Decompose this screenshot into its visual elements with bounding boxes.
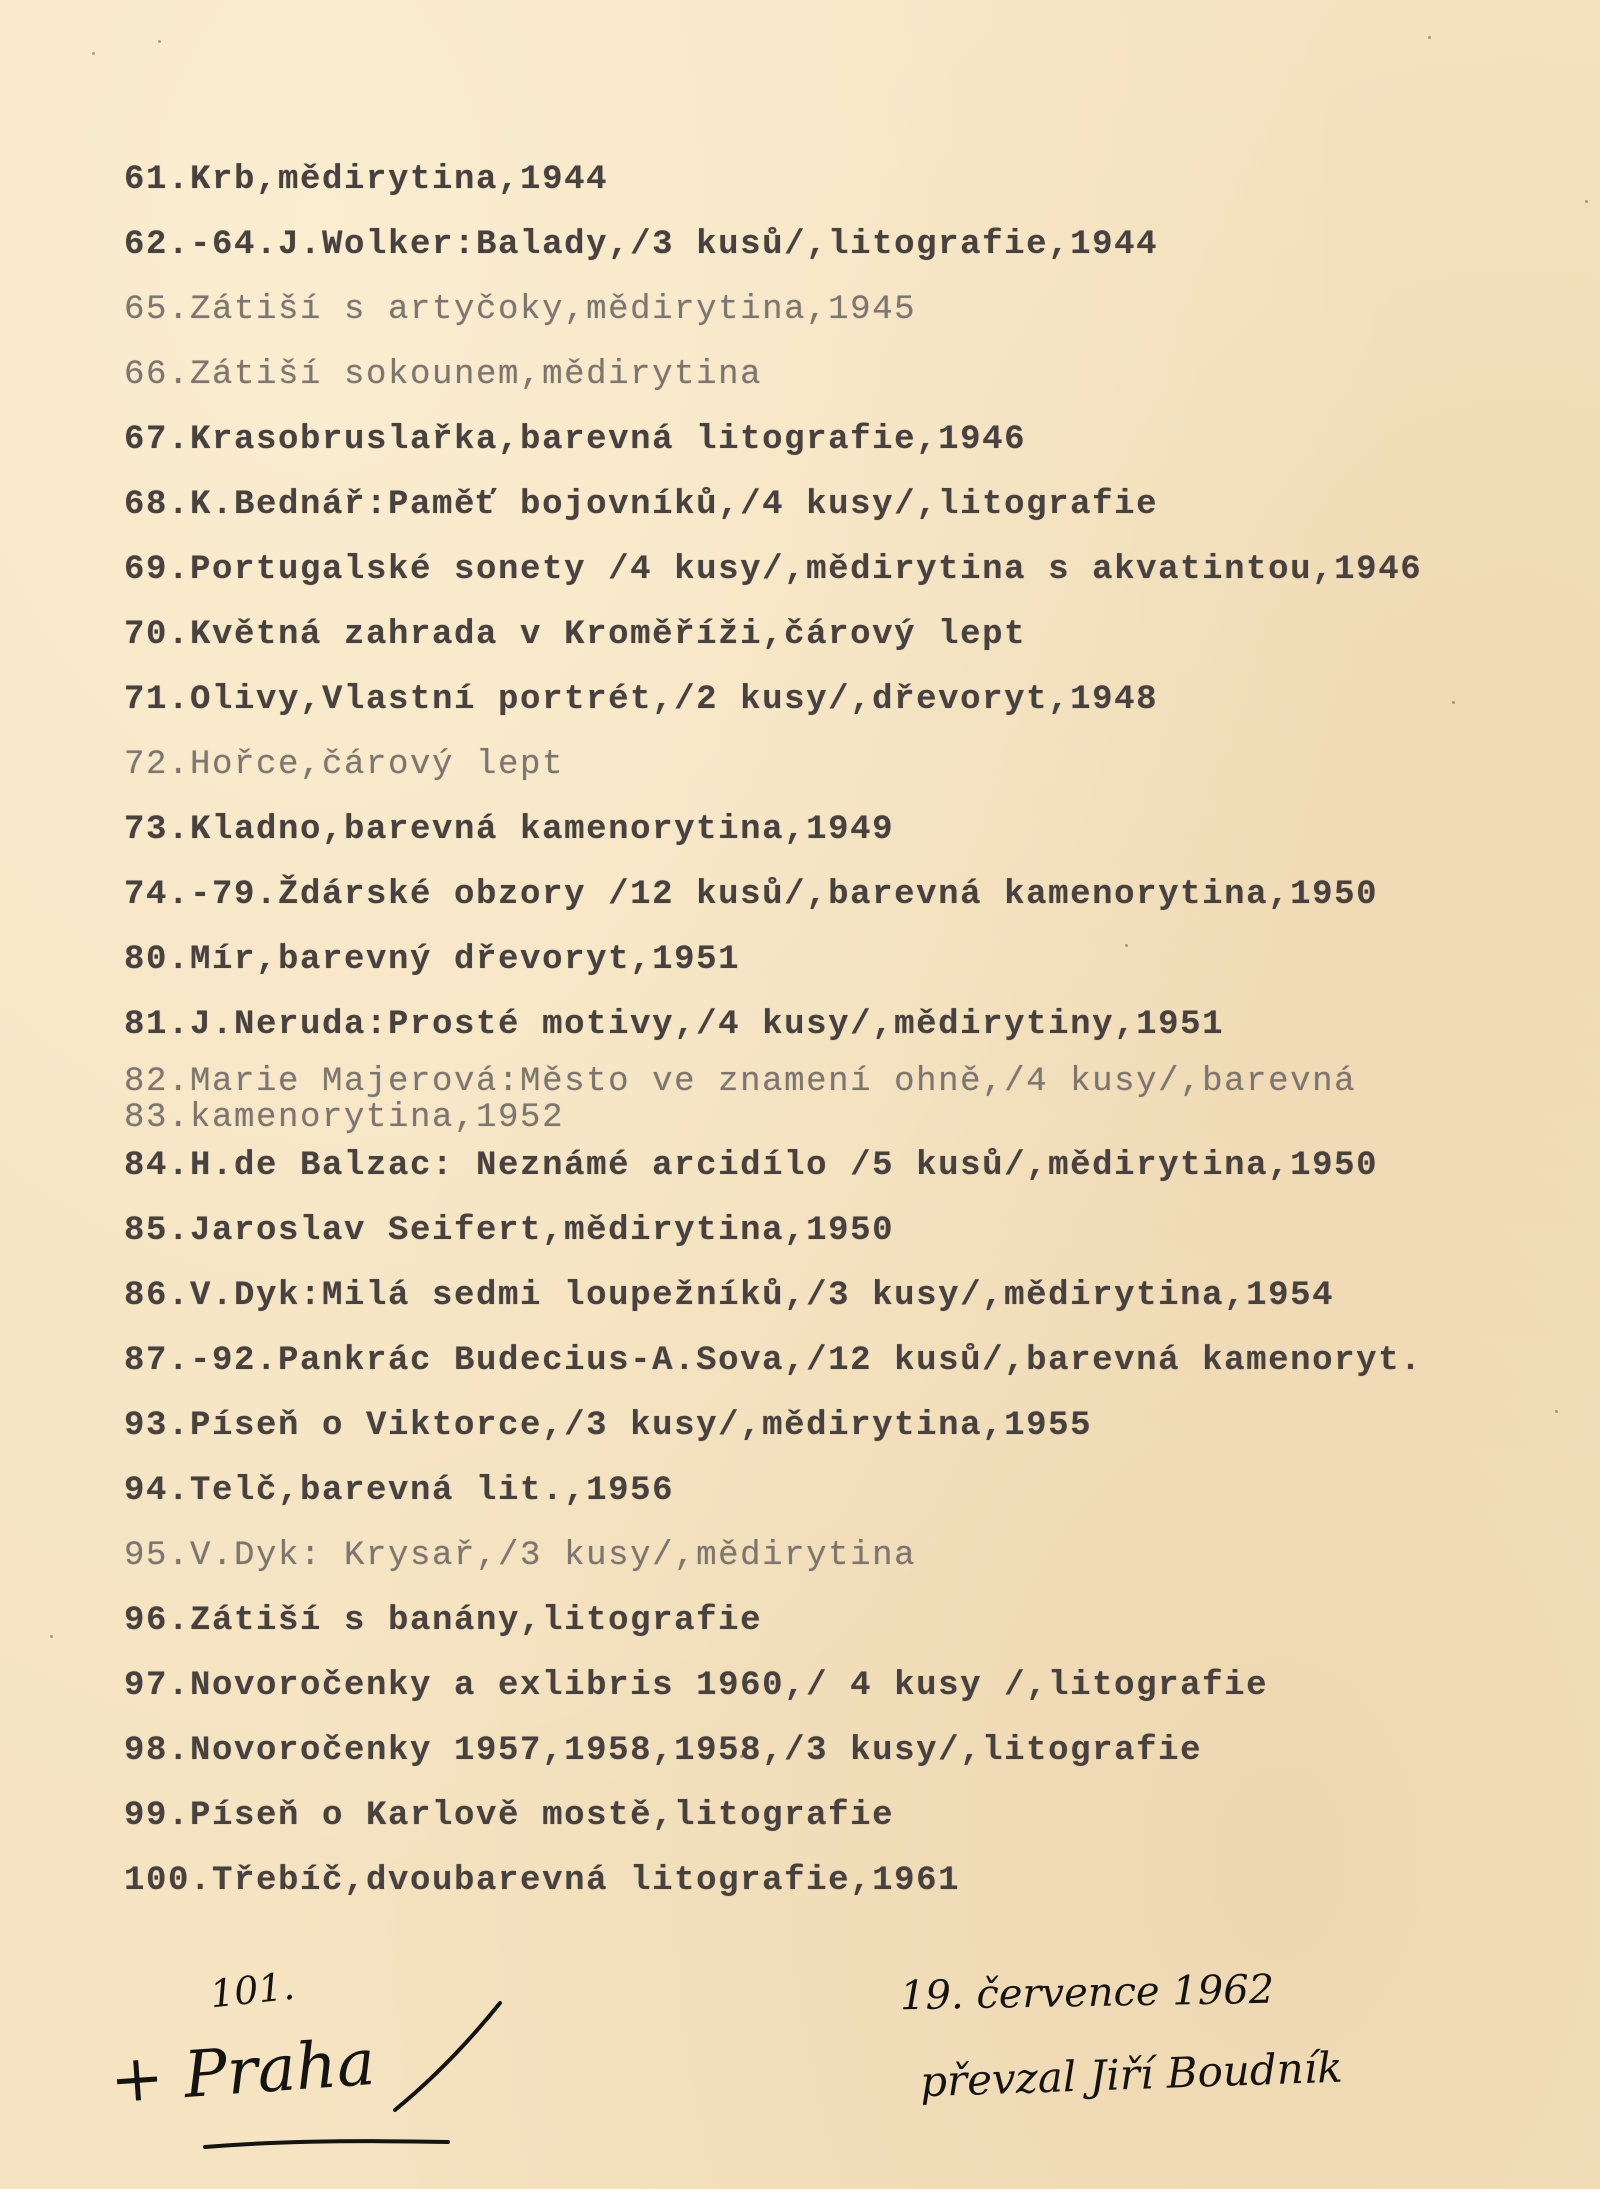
list-item: 100.Třebíč,dvoubarevná litografie,1961 — [124, 1862, 961, 1900]
list-item: 68.K.Bednář:Paměť bojovníků,/4 kusy/,litografie — [124, 486, 1159, 524]
list-item: 86.V.Dyk:Milá sedmi loupežníků,/3 kusy/,mědirytina,1954 — [124, 1277, 1335, 1315]
list-item: 61.Krb,mědirytina,1944 — [124, 161, 609, 199]
handwritten-place: + Praha — [107, 2025, 378, 2119]
list-item: 94.Telč,barevná lit.,1956 — [124, 1472, 675, 1510]
list-item: 99.Píseň o Karlově mostě,litografie — [124, 1797, 895, 1835]
list-item: 87.-92.Pankrác Budecius-A.Sova,/12 kusů/,barevná kamenoryt. — [124, 1342, 1423, 1380]
handwritten-signature: převzal Jiří Boudník — [919, 2042, 1344, 2107]
list-item: 62.-64.J.Wolker:Balady,/3 kusů/,litografie,1944 — [124, 226, 1159, 264]
list-item: 73.Kladno,barevná kamenorytina,1949 — [124, 811, 895, 849]
list-item: 97.Novoročenky a exlibris 1960,/ 4 kusy /,litografie — [124, 1667, 1269, 1705]
list-item: 65.Zátiší s artyčoky,mědirytina,1945 — [124, 291, 917, 329]
list-item: 71.Olivy,Vlastní portrét,/2 kusy/,dřevoryt,1948 — [124, 681, 1159, 719]
list-item: 98.Novoročenky 1957,1958,1958,/3 kusy/,litografie — [124, 1732, 1203, 1770]
list-item: 96.Zátiší s banány,litografie — [124, 1602, 763, 1640]
list-item: 81.J.Neruda:Prosté motivy,/4 kusy/,mědirytiny,1951 — [124, 1006, 1225, 1044]
list-item: 85.Jaroslav Seifert,mědirytina,1950 — [124, 1212, 895, 1250]
list-item: 67.Krasobruslařka,barevná litografie,1946 — [124, 421, 1027, 459]
handwritten-flourish — [395, 2003, 500, 2110]
handwritten-number: 101. — [207, 1963, 297, 2017]
list-item-line: 82.Marie Majerová:Město ve znamení ohně,/4 kusy/,barevná — [124, 1063, 1357, 1101]
list-item: 70.Květná zahrada v Kroměříži,čárový lept — [124, 616, 1027, 654]
list-item: 74.-79.Ždárské obzory /12 kusů/,barevná kamenorytina,1950 — [124, 876, 1379, 914]
list-item: 80.Mír,barevný dřevoryt,1951 — [124, 941, 741, 979]
handwritten-underline — [205, 2141, 448, 2147]
list-item: 69.Portugalské sonety /4 kusy/,mědirytina s akvatintou,1946 — [124, 551, 1423, 589]
list-item: 66.Zátiší sokounem,mědirytina — [124, 356, 763, 394]
handwritten-date: 19. července 1962 — [899, 1966, 1275, 2020]
list-item-line: 83.kamenorytina,1952 — [124, 1099, 565, 1137]
list-item: 93.Píseň o Viktorce,/3 kusy/,mědirytina,1955 — [124, 1407, 1093, 1445]
list-item: 95.V.Dyk: Krysař,/3 kusy/,mědirytina — [124, 1537, 917, 1575]
list-item: 72.Hořce,čárový lept — [124, 746, 565, 784]
list-item: 84.H.de Balzac: Neznámé arcidílo /5 kusů/,mědirytina,1950 — [124, 1147, 1379, 1185]
